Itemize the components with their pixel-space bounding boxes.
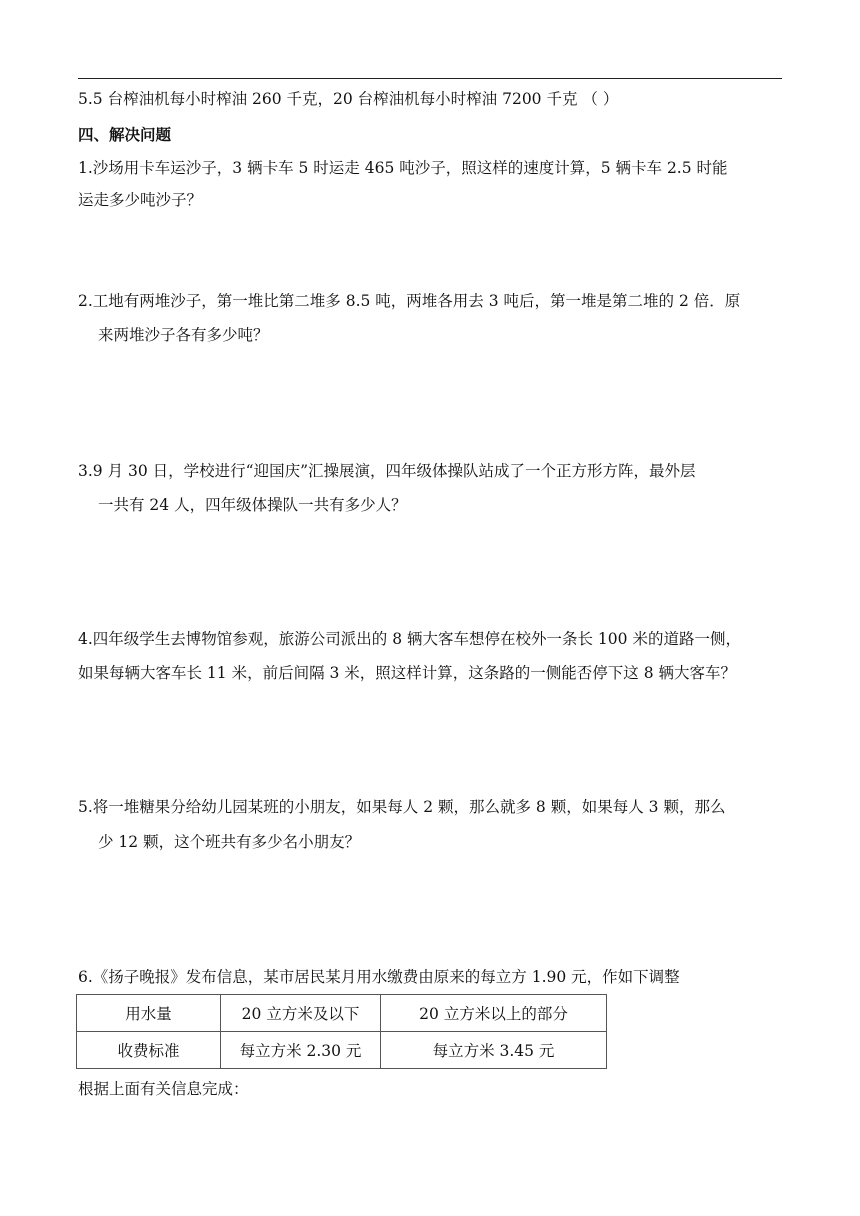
problem-4-line-2: 如果每辆大客车长 11 米，前后间隔 3 米，照这样计算，这条路的一侧能否停下这 8 辆大客车？ (78, 664, 737, 682)
prev-question-item: 5.5 台榨油机每小时榨油 260 千克，20 台榨油机每小时榨油 7200 千克 （ ） (78, 90, 619, 108)
footer-instruction: 根据上面有关信息完成： (78, 1080, 249, 1098)
table-cell: 收费标准 (77, 1032, 221, 1069)
top-rule (78, 78, 782, 79)
section-title: 四、解决问题 (78, 125, 172, 144)
problem-4-line-1: 4.四年级学生去博物馆参观，旅游公司派出的 8 辆大客车想停在校外一条长 100 米的道路一侧， (78, 630, 741, 648)
problem-6-line-1: 6.《扬子晚报》发布信息，某市居民某月用水缴费由原来的每立方 1.90 元，作如下调整 (78, 968, 680, 986)
table-row (77, 1032, 607, 1069)
table-cell: 每立方米 2.30 元 (221, 1032, 381, 1069)
problem-1-line-1: 1.沙场用卡车运沙子，3 辆卡车 5 时运走 465 吨沙子，照这样的速度计算，5 辆卡车 2.5 时能 (78, 159, 728, 177)
table-cell: 用水量 (77, 995, 221, 1032)
problem-5-line-1: 5.将一堆糖果分给幼儿园某班的小朋友，如果每人 2 颗，那么就多 8 颗，如果每人 3 颗，那么 (78, 798, 726, 816)
problem-2-line-2: 来两堆沙子各有多少吨？ (98, 326, 269, 344)
table-cell: 20 立方米以上的部分 (381, 995, 607, 1032)
table-cell: 20 立方米及以下 (221, 995, 381, 1032)
problem-3-line-1: 3.9 月 30 日，学校进行“迎国庆”汇操展演，四年级体操队站成了一个正方形方阵，最外层 (78, 462, 696, 480)
problem-3-line-2: 一共有 24 人，四年级体操队一共有多少人？ (98, 496, 407, 514)
table-row (77, 995, 607, 1032)
problem-5-line-2: 少 12 颗，这个班共有多少名小朋友？ (98, 833, 361, 851)
problem-2-line-1: 2.工地有两堆沙子，第一堆比第二堆多 8.5 吨，两堆各用去 3 吨后，第一堆是第二堆的 2 倍．原 (78, 292, 741, 310)
problem-1-line-2: 运走多少吨沙子？ (78, 191, 203, 209)
water-fee-table (76, 994, 607, 1069)
table-cell: 每立方米 3.45 元 (381, 1032, 607, 1069)
